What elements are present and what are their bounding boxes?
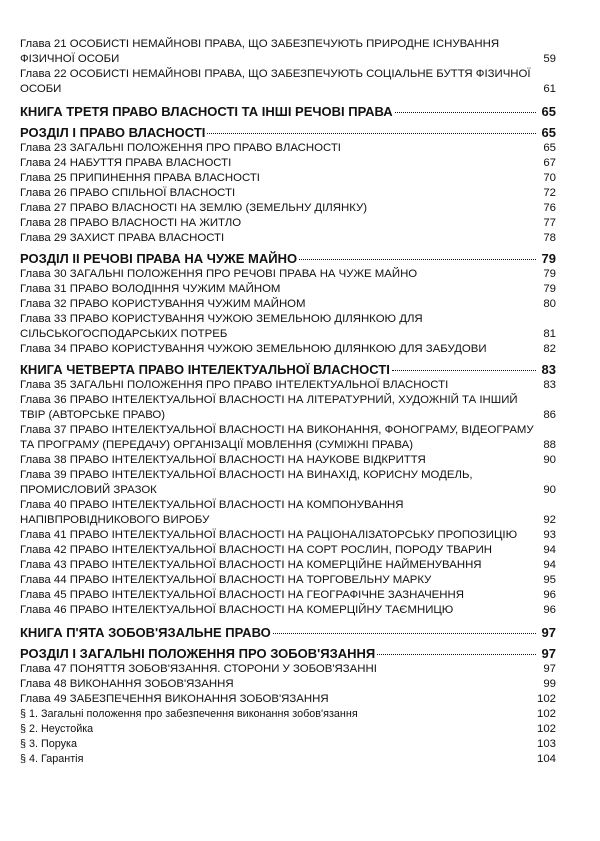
toc-page-number: 79 xyxy=(541,251,556,266)
toc-page-number: 83 xyxy=(543,379,556,391)
toc-entry-title: Глава 28 ПРАВО ВЛАСНОСТІ НА ЖИТЛО xyxy=(20,217,242,229)
toc-entry-title: Глава 46 ПРАВО ІНТЕЛЕКТУАЛЬНОЇ ВЛАСНОСТІ НА КОМЕРЦІЙНУ ТАЄМНИЦЮ xyxy=(20,604,454,616)
toc-book-heading[interactable] xyxy=(20,103,556,120)
toc-entry-title: Глава 43 ПРАВО ІНТЕЛЕКТУАЛЬНОЇ ВЛАСНОСТІ НА КОМЕРЦІЙНЕ НАЙМЕНУВАННЯ xyxy=(20,559,482,571)
toc-page-number: 65 xyxy=(541,125,556,140)
toc-entry-title: Глава 42 ПРАВО ІНТЕЛЕКТУАЛЬНОЇ ВЛАСНОСТІ НА СОРТ РОСЛИН, ПОРОДУ ТВАРИН xyxy=(20,544,493,556)
toc-entry-title: Глава 30 ЗАГАЛЬНІ ПОЛОЖЕННЯ ПРО РЕЧОВІ ПРАВА НА ЧУЖЕ МАЙНО xyxy=(20,268,418,280)
toc-page-number: 94 xyxy=(543,559,556,571)
toc-entry-title: Глава 35 ЗАГАЛЬНІ ПОЛОЖЕННЯ ПРО ПРАВО ІНТЕЛЕКТУАЛЬНОЇ ВЛАСНОСТІ xyxy=(20,379,449,391)
toc-page-number: 96 xyxy=(543,589,556,601)
toc-page-number: 79 xyxy=(543,268,556,280)
toc-entry-title: Глава 47 ПОНЯТТЯ ЗОБОВ'ЯЗАННЯ. СТОРОНИ У ЗОБОВ'ЯЗАННІ xyxy=(20,663,377,675)
toc-page-number: 72 xyxy=(543,187,556,199)
toc-page-number: 97 xyxy=(541,625,556,640)
toc-page-number: 104 xyxy=(536,753,556,765)
toc-entry[interactable] xyxy=(20,528,556,543)
toc-entry-title: Глава 31 ПРАВО ВОЛОДІННЯ ЧУЖИМ МАЙНОМ xyxy=(20,283,281,295)
toc-page-number: 61 xyxy=(543,83,556,95)
toc-entry-title: Глава 39 ПРАВО ІНТЕЛЕКТУАЛЬНОЇ ВЛАСНОСТІ НА ВИНАХІД, КОРИСНУ МОДЕЛЬ, ПРОМИСЛОВИЙ ЗРАЗОК xyxy=(20,469,473,496)
toc-page-number: 99 xyxy=(543,678,556,690)
toc-entry-title: Глава 45 ПРАВО ІНТЕЛЕКТУАЛЬНОЇ ВЛАСНОСТІ НА ГЕОГРАФІЧНЕ ЗАЗНАЧЕННЯ xyxy=(20,589,464,601)
toc-entry-title: Глава 32 ПРАВО КОРИСТУВАННЯ ЧУЖИМ МАЙНОМ xyxy=(20,298,306,310)
toc-page-number: 65 xyxy=(543,142,556,154)
toc-entry-title: Глава 41 ПРАВО ІНТЕЛЕКТУАЛЬНОЇ ВЛАСНОСТІ НА РАЦІОНАЛІЗАТОРСЬКУ ПРОПОЗИЦІЮ xyxy=(20,529,518,541)
toc-page-number: 76 xyxy=(543,202,556,214)
toc-entry[interactable] xyxy=(20,282,556,297)
toc-entry-title: Глава 26 ПРАВО СПІЛЬНОЇ ВЛАСНОСТІ xyxy=(20,187,236,199)
toc-page-number: 102 xyxy=(536,693,556,705)
toc-entry-title: Глава 21 ОСОБИСТІ НЕМАЙНОВІ ПРАВА, ЩО ЗАБЕЗПЕЧУЮТЬ ПРИРОДНЕ ІСНУВАННЯ ФІЗИЧНОЇ ОСОБИ xyxy=(20,38,500,65)
toc-entry[interactable] xyxy=(20,171,556,186)
toc-page-number: 77 xyxy=(543,217,556,229)
toc-entry-title: КНИГА П'ЯТА ЗОБОВ'ЯЗАЛЬНЕ ПРАВО xyxy=(20,625,271,640)
toc-page-number: 81 xyxy=(543,328,556,340)
table-of-contents xyxy=(20,37,556,767)
toc-section-heading[interactable] xyxy=(20,645,556,662)
toc-entry[interactable] xyxy=(20,692,556,707)
toc-book-heading[interactable] xyxy=(20,361,556,378)
toc-page-number: 94 xyxy=(543,544,556,556)
toc-entry[interactable] xyxy=(20,498,556,528)
toc-entry-title: РОЗДІЛ ІІ РЕЧОВІ ПРАВА НА ЧУЖЕ МАЙНО xyxy=(20,251,298,266)
toc-entry[interactable] xyxy=(20,662,556,677)
dot-leader xyxy=(207,133,536,134)
dot-leader xyxy=(299,259,536,260)
toc-entry[interactable] xyxy=(20,231,556,246)
toc-section-heading[interactable] xyxy=(20,250,556,267)
toc-entry-title: Глава 49 ЗАБЕЗПЕЧЕННЯ ВИКОНАННЯ ЗОБОВ'ЯЗАННЯ xyxy=(20,693,329,705)
toc-page-number: 103 xyxy=(536,738,556,750)
toc-entry-title: РОЗДІЛ І ЗАГАЛЬНІ ПОЛОЖЕННЯ ПРО ЗОБОВ'ЯЗАННЯ xyxy=(20,646,376,661)
toc-entry-title: Глава 48 ВИКОНАННЯ ЗОБОВ'ЯЗАННЯ xyxy=(20,678,234,690)
toc-section-heading[interactable] xyxy=(20,124,556,141)
toc-entry[interactable] xyxy=(20,393,556,423)
toc-page-number: 97 xyxy=(543,663,556,675)
toc-entry-title: Глава 44 ПРАВО ІНТЕЛЕКТУАЛЬНОЇ ВЛАСНОСТІ НА ТОРГОВЕЛЬНУ МАРКУ xyxy=(20,574,432,586)
toc-page-number: 90 xyxy=(543,484,556,496)
toc-entry[interactable] xyxy=(20,67,556,97)
toc-page-number: 97 xyxy=(541,646,556,661)
toc-subentry[interactable] xyxy=(20,707,556,722)
toc-entry-title: Глава 33 ПРАВО КОРИСТУВАННЯ ЧУЖОЮ ЗЕМЕЛЬНОЮ ДІЛЯНКОЮ ДЛЯ СІЛЬСЬКОГОСПОДАРСЬКИХ ПОТРЕБ xyxy=(20,313,423,340)
toc-entry-title: § 3. Порука xyxy=(20,738,78,750)
toc-subentry[interactable] xyxy=(20,752,556,767)
toc-page-number: 96 xyxy=(543,604,556,616)
toc-page-number: 102 xyxy=(536,723,556,735)
toc-entry[interactable] xyxy=(20,588,556,603)
toc-entry[interactable] xyxy=(20,216,556,231)
toc-page-number: 80 xyxy=(543,298,556,310)
toc-entry-title: Глава 36 ПРАВО ІНТЕЛЕКТУАЛЬНОЇ ВЛАСНОСТІ НА ЛІТЕРАТУРНИЙ, ХУДОЖНІЙ ТА ІНШИЙ ТВІР (АВТОРСЬКЕ ПРАВО) xyxy=(20,394,518,421)
toc-entry[interactable] xyxy=(20,37,556,67)
toc-page-number: 102 xyxy=(536,708,556,720)
toc-entry-title: Глава 22 ОСОБИСТІ НЕМАЙНОВІ ПРАВА, ЩО ЗАБЕЗПЕЧУЮТЬ СОЦІАЛЬНЕ БУТТЯ ФІЗИЧНОЇ ОСОБИ xyxy=(20,68,531,95)
toc-page-number: 86 xyxy=(543,409,556,421)
toc-entry-title: КНИГА ЧЕТВЕРТА ПРАВО ІНТЕЛЕКТУАЛЬНОЇ ВЛАСНОСТІ xyxy=(20,362,390,377)
toc-entry[interactable] xyxy=(20,423,556,453)
toc-entry-title: Глава 27 ПРАВО ВЛАСНОСТІ НА ЗЕМЛЮ (ЗЕМЕЛЬНУ ДІЛЯНКУ) xyxy=(20,202,368,214)
toc-entry-title: Глава 38 ПРАВО ІНТЕЛЕКТУАЛЬНОЇ ВЛАСНОСТІ НА НАУКОВЕ ВІДКРИТТЯ xyxy=(20,454,426,466)
toc-entry[interactable] xyxy=(20,677,556,692)
toc-page-number: 82 xyxy=(543,343,556,355)
toc-subentry[interactable] xyxy=(20,722,556,737)
toc-entry-title: § 1. Загальні положення про забезпечення виконання зобов'язання xyxy=(20,708,358,720)
toc-entry-title: Глава 25 ПРИПИНЕННЯ ПРАВА ВЛАСНОСТІ xyxy=(20,172,260,184)
toc-entry-title: РОЗДІЛ І ПРАВО ВЛАСНОСТІ xyxy=(20,125,206,140)
toc-entry[interactable] xyxy=(20,201,556,216)
toc-subentry[interactable] xyxy=(20,737,556,752)
toc-entry[interactable] xyxy=(20,453,556,468)
toc-entry[interactable] xyxy=(20,297,556,312)
toc-page-number: 79 xyxy=(543,283,556,295)
dot-leader xyxy=(273,633,536,634)
toc-page-number: 95 xyxy=(543,574,556,586)
toc-entry[interactable] xyxy=(20,543,556,558)
dot-leader xyxy=(377,654,536,655)
toc-page-number: 93 xyxy=(543,529,556,541)
toc-entry[interactable] xyxy=(20,378,556,393)
toc-entry-title: Глава 34 ПРАВО КОРИСТУВАННЯ ЧУЖОЮ ЗЕМЕЛЬНОЮ ДІЛЯНКОЮ ДЛЯ ЗАБУДОВИ xyxy=(20,343,487,355)
toc-page-number: 78 xyxy=(543,232,556,244)
toc-page-number: 65 xyxy=(541,104,556,119)
dot-leader xyxy=(395,112,536,113)
toc-entry-title: § 4. Гарантія xyxy=(20,753,84,765)
toc-entry-title: Глава 29 ЗАХИСТ ПРАВА ВЛАСНОСТІ xyxy=(20,232,225,244)
toc-entry-title: Глава 24 НАБУТТЯ ПРАВА ВЛАСНОСТІ xyxy=(20,157,232,169)
toc-entry-title: КНИГА ТРЕТЯ ПРАВО ВЛАСНОСТІ ТА ІНШІ РЕЧОВІ ПРАВА xyxy=(20,104,393,119)
toc-page-number: 67 xyxy=(543,157,556,169)
toc-entry[interactable] xyxy=(20,312,556,342)
toc-entry[interactable] xyxy=(20,186,556,201)
toc-page-number: 83 xyxy=(541,362,556,377)
toc-page-number: 88 xyxy=(543,439,556,451)
toc-entry-title: Глава 23 ЗАГАЛЬНІ ПОЛОЖЕННЯ ПРО ПРАВО ВЛАСНОСТІ xyxy=(20,142,341,154)
toc-page-number: 92 xyxy=(543,514,556,526)
toc-page-number: 90 xyxy=(543,454,556,466)
toc-entry-title: Глава 37 ПРАВО ІНТЕЛЕКТУАЛЬНОЇ ВЛАСНОСТІ НА ВИКОНАННЯ, ФОНОГРАМУ, ВІДЕОГРАМУ ТА ПРОГРАМУ (ПЕРЕДАЧУ) ОРГАНІЗАЦІЇ МОВЛЕННЯ (СУМІЖНІ ПРАВА) xyxy=(20,424,534,451)
toc-entry[interactable] xyxy=(20,603,556,618)
toc-page-number: 59 xyxy=(543,53,556,65)
toc-entry[interactable] xyxy=(20,573,556,588)
toc-entry[interactable] xyxy=(20,141,556,156)
toc-entry[interactable] xyxy=(20,156,556,171)
dot-leader xyxy=(392,370,536,371)
toc-entry-title: § 2. Неустойка xyxy=(20,723,94,735)
toc-entry[interactable] xyxy=(20,468,556,498)
toc-entry[interactable] xyxy=(20,342,556,357)
toc-book-heading[interactable] xyxy=(20,624,556,641)
toc-entry[interactable] xyxy=(20,558,556,573)
toc-entry[interactable] xyxy=(20,267,556,282)
toc-entry-title: Глава 40 ПРАВО ІНТЕЛЕКТУАЛЬНОЇ ВЛАСНОСТІ НА КОМПОНУВАННЯ НАПІВПРОВІДНИКОВОГО ВИРОБУ xyxy=(20,499,404,526)
toc-page-number: 70 xyxy=(543,172,556,184)
